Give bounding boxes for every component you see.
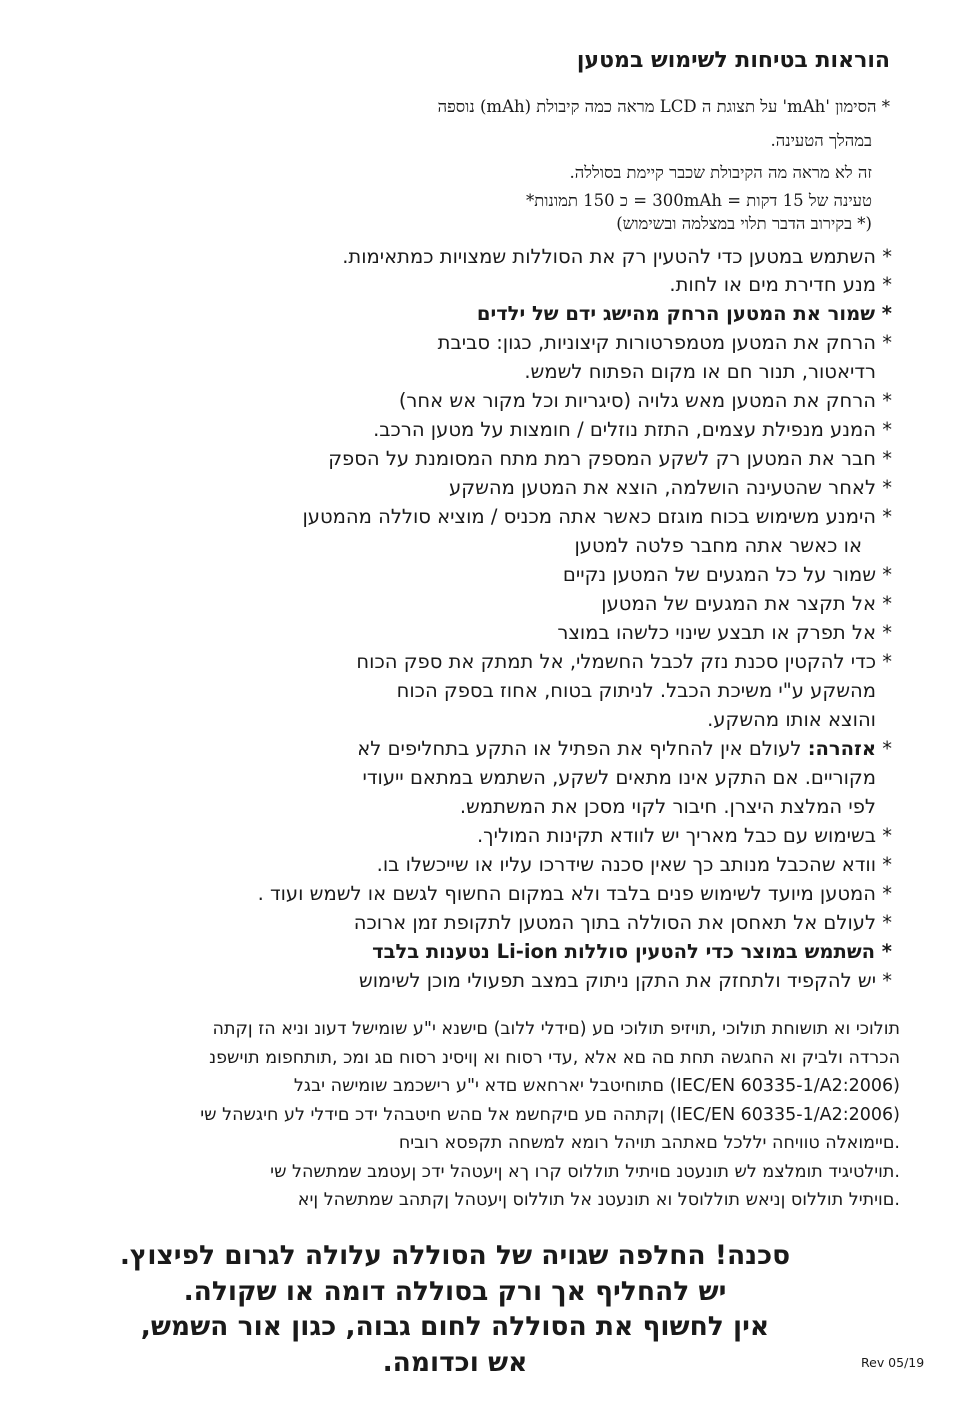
paragraph-line: הכרדה ולביק וא החגשה תחת םה םא אלא ,עדי רסוח וא ןויסינ רסוח םג ומכ ,תותחפומ תוישפנ (209, 1047, 900, 1068)
safety-item-continuation: לפי המלצת היצרן. חיבור לקוי מסכן את המשתמש. (459, 795, 876, 818)
safety-item: * השתמש במטען כדי להטעין רק את הסוללות שמצויות כמתאימות. (342, 245, 892, 268)
mah-note-line: טעינה של 15 דקות = 300mAh = כ 150 תמונות* (525, 191, 872, 210)
safety-item: * אל תקצר את המגעים של המטען (601, 592, 892, 615)
paragraph-line: .תוילטיגיד תומלצמ לש תונעטנ םויתיל תוללוס קרו ךא ןיעטהל ידכ ןעטמב שמתשהל שי (270, 1161, 900, 1182)
safety-item: * הרחק את המטען מטמפרטורות קיצוניות, כגון: סביבת (437, 331, 892, 354)
safety-item: * לאחר שהטעינה הושלמה, הוצא את המטען מהשקע (449, 476, 892, 499)
safety-item: * אל תפרק או תבצע שינוי כלשהו במוצר (557, 621, 892, 644)
safety-item-warning (357, 736, 892, 762)
safety-item-continuation: או כאשר אתה מחבר פלטה למטען (574, 534, 862, 557)
safety-item-continuation: מקוריים. אם התקע אינו מתאים לשקע, השתמש במתאם ייעודי (362, 766, 876, 789)
paragraph-line: (IEC/EN 60335-1/A2:2006) םתוחיטבל יארחאש םדא י"ע רישכמב שומישה יבגל (293, 1076, 900, 1096)
safety-item: * המטען מיועד לשימוש פנים בלבד ולא במקום החשוף לגשם או לשמש ועוד . (257, 882, 892, 905)
mah-note-line: במהלך הטעינה. (770, 131, 872, 150)
warning-line: יש להחליף אך ורק בסוללה דומה או שקולה. (183, 1275, 727, 1307)
safety-item-continuation: רדיאטור, תנור חם או מקום הפתוח לשמש. (524, 360, 876, 383)
battery-danger-warning (110, 1238, 800, 1380)
paragraph-line: .םיימואלה טוויחה יללכל םאתהב תויהל רומא למשחה תקפסא רוביח (398, 1133, 900, 1153)
warning-line: אש וכדומה. (382, 1346, 528, 1378)
safety-item: * שמור על כל המגעים של המטען נקיים (562, 563, 892, 586)
safety-item: * המנע מנפילת עצמים, התזת נוזלים / חומצות על מטען הרכב. (373, 418, 892, 441)
warning-line: אין לחשוף את הסוללה לחום גבוה, כגון אור השמש, (140, 1311, 770, 1342)
safety-item: * הרחק את המטען מאש גלויה (סיגריות וכל מקור אש אחר) (398, 389, 892, 412)
safety-item: * הימנע משימוש בכוח מוגזם כאשר אתה מכניס / מוציא סוללה מהמטען (302, 505, 892, 528)
safety-item: * השתמש במוצר כדי להטעין סוללות Li-ion נטענות בלבד (372, 940, 892, 963)
paragraph-line: (IEC/EN 60335-1/A2:2006) ןקתהה םע םיקחשמ אל םהש חיטבהל ידכ םידלי לע חיגשהל שי (200, 1104, 900, 1125)
safety-item: * שמור את המטען הרחק מהישג ידם של ילדים (476, 302, 892, 325)
warning-label: אזהרה: (807, 737, 877, 760)
safety-item: * לעולם אל תאחסן את הסוללה בתוך המטען לתקופת זמן ארוכה (353, 911, 892, 934)
children-disclaimer-paragraph (50, 1015, 900, 1215)
warning-text: לעולם אין להחליף את הפתיל או התקע בתחליפים לא (357, 737, 808, 760)
page-title: הוראות בטיחות לשימוש במטען (576, 48, 890, 73)
safety-item: * מנע חדירת מים או לחות. (669, 273, 892, 296)
safety-item: * בשימוש עם כבל מאריך יש לוודא תקינות המוליך. (476, 824, 892, 847)
safety-item: * חבר את המטען רק לשקע המספק רמת מתח המסומנת על הספק (328, 447, 892, 470)
paragraph-line: תולוכי וא תושוחת תולוכי ,תויזיפ תולוכי םע (םידלי ללוב) םישנא י"ע שומישל דעונ וניא הז ןקתה (212, 1019, 900, 1039)
revision-label: Rev 05/19 (861, 1355, 925, 1370)
warning-line: סכנה! החלפה שגויה של הסוללה עלולה לגרום לפיצוץ. (119, 1240, 791, 1271)
safety-item-continuation: מהשקע ע"י משיכת הכבל. לניתוק בטוח, אחוז בספק הכוח (396, 679, 876, 702)
safety-item: * יש להקפיד ולתחזק את התקן ניתוק במצב תפעולי מוכן לשימוש (358, 969, 892, 992)
safety-item: * וודא שהכבל מנותב כך שאין סכנה שידרכו עליו או שייכשלו בו. (376, 853, 892, 876)
mah-note-line: זה לא מראה מה הקיבולת שכבר קיימת בסוללה. (569, 163, 872, 182)
paragraph-line: .םויתיל תוללוס ןניאש תוללוסל וא תונעטנ אל תוללוס ןיעטהל ןקתהב שמתשהל ןיא (297, 1190, 900, 1210)
mah-note-line: (* בקירוב הדבר תלוי במצלמה ובשימוש) (616, 214, 872, 233)
bullet: * (876, 737, 892, 760)
safety-item: * כדי להקטין סכנת נזק לכבל החשמלי, אל תמתק את ספק הכוח (356, 650, 892, 673)
safety-item-continuation: והוצא אותו מהשקע. (707, 708, 876, 731)
mah-note-line: * הסימון 'mAh' על תצוגת ה LCD מראה כמה קיבולת (mAh) נוספה (437, 97, 890, 116)
